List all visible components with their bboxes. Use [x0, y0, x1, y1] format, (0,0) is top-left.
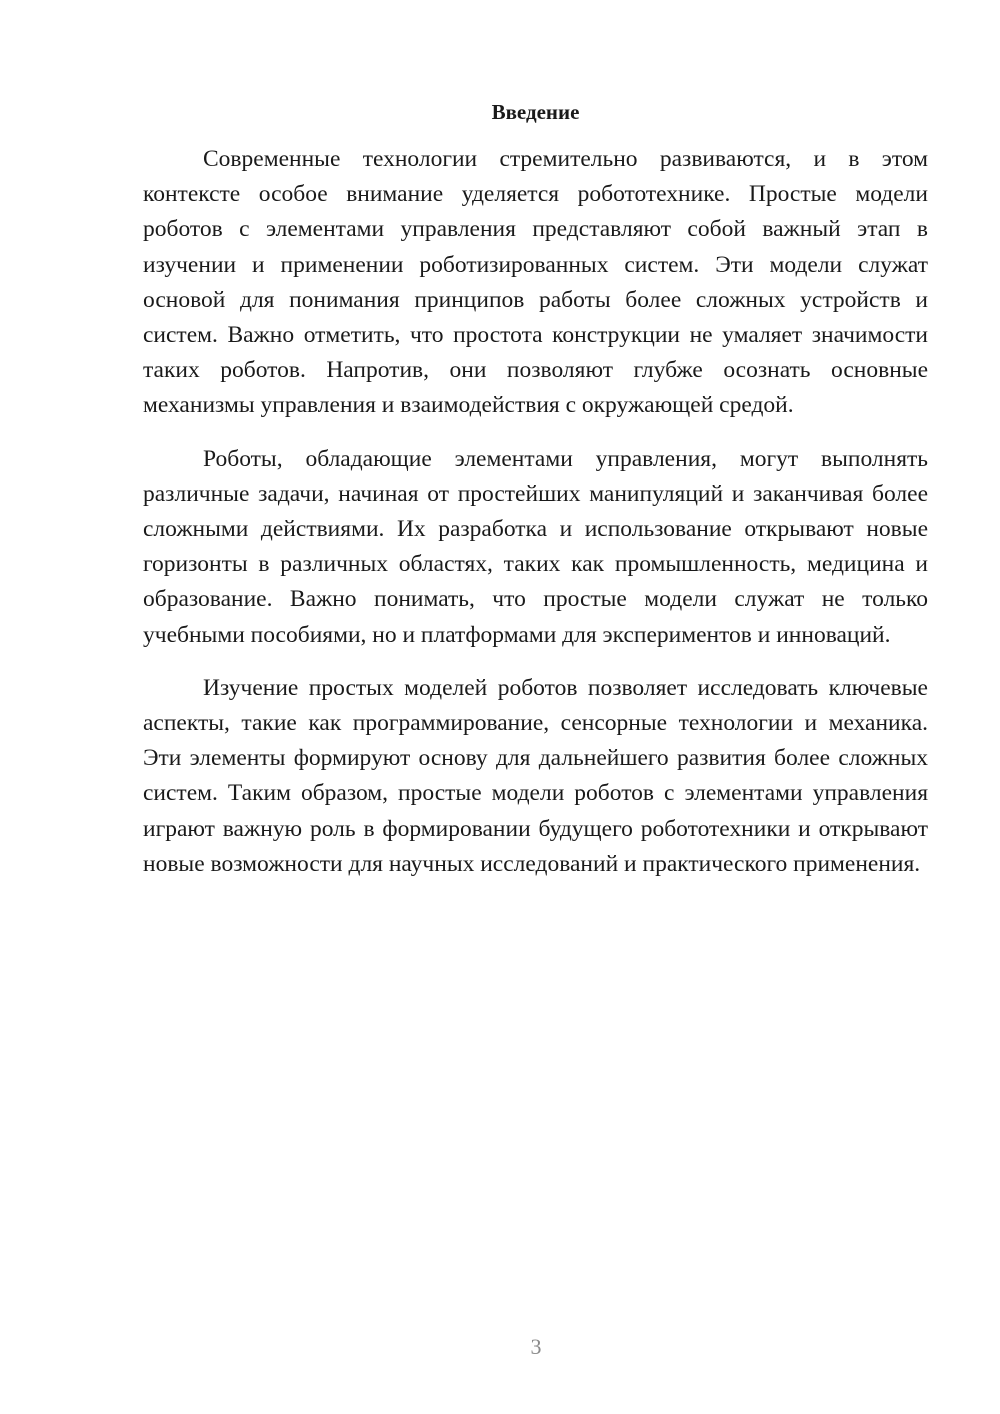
paragraph-2: Роботы, обладающие элементами управления, могут выполнять различные задачи, начиная от простейших манипуляций и заканчивая более сложными действиями. Их разработка и использование открывают новые горизонты в различных областях, таких как промышленность, медицина и образование. Важно понимать, что простые модели служат не только учебными пособиями, но и платформами для экспериментов и инноваций.: [143, 445, 928, 648]
paragraph-1: Современные технологии стремительно развиваются, и в этом контексте особое внимание уделяется робототехнике. Простые модели роботов с элементами управления представляют собой важный этап в изучении и применении роботизированных систем. Эти модели служат основой для понимания принципов работы более сложных устройств и систем. Важно отметить, что простота конструкции не умаляет значимости таких роботов. Напротив, они позволяют глубже осознать основные механизмы управления и взаимодействия с окружающей средой.: [143, 146, 928, 419]
page-number: 3: [530, 1334, 542, 1359]
page-title: Введение: [491, 100, 580, 124]
paragraph-3: Изучение простых моделей роботов позволяет исследовать ключевые аспекты, такие как программирование, сенсорные технологии и механика. Эти элементы формируют основу для дальнейшего развития более сложных систем. Таким образом, простые модели роботов с элементами управления играют важную роль в формировании будущего робототехники и открывают новые возможности для научных исследований и практического применения.: [143, 674, 928, 877]
body-text: [143, 142, 928, 900]
